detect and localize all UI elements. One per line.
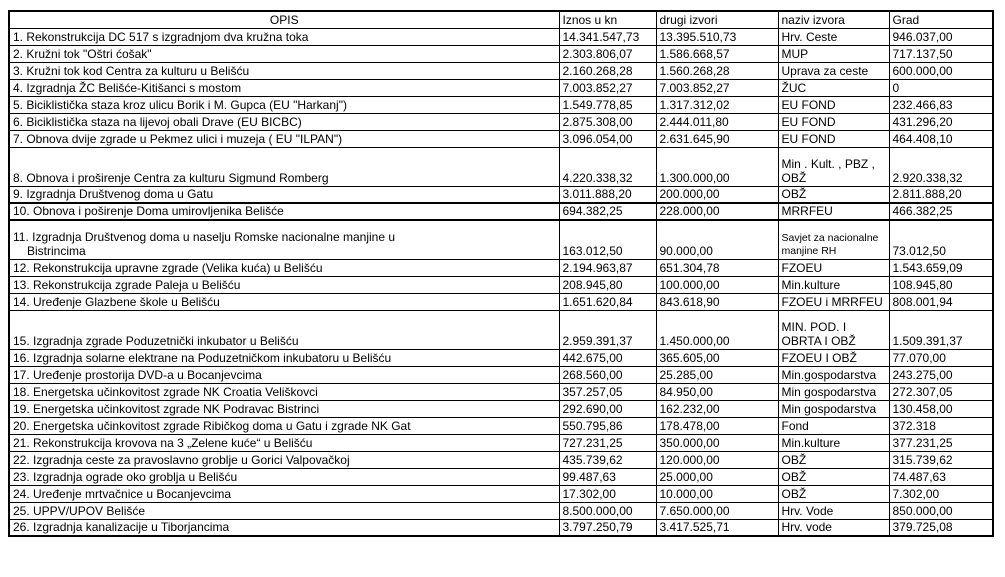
cell-opis: 5. Biciklistička staza kroz ulicu Borik i M. Gupca (EU "Harkanj") [9,96,559,113]
cell-grad: 108.945,80 [889,276,993,293]
cell-opis: 24. Uređenje mrtvačnice u Bocanjevcima [9,485,559,502]
cell-iznos: 163.012,50 [559,220,656,259]
cell-drugi: 13.395.510,73 [656,28,778,45]
cell-grad: 232.466,83 [889,96,993,113]
cell-iznos: 2.875.308,00 [559,113,656,130]
cell-grad: 77.070,00 [889,349,993,366]
cell-grad: 431.296,20 [889,113,993,130]
cell-opis: 15. Izgradnja zgrade Poduzetnički inkubator u Belišću [9,310,559,349]
cell-opis: 7. Obnova dvije zgrade u Pekmez ulici i muzeja ( EU "ILPAN") [9,130,559,147]
table-row [9,28,993,45]
cell-naziv: Hrv. Ceste [778,28,889,45]
cell-opis: 18. Energetska učinkovitost zgrade NK Croatia Veliškovci [9,383,559,400]
cell-drugi: 84.950,00 [656,383,778,400]
table-row [9,310,993,349]
table-row [9,434,993,451]
table-row [9,186,993,203]
cell-opis: 3. Kružni tok kod Centra za kulturu u Belišću [9,62,559,79]
table-row [9,502,993,519]
cell-drugi: 200.000,00 [656,186,778,203]
cell-grad: 130.458,00 [889,400,993,417]
cell-naziv: Min gospodarstva [778,400,889,417]
cell-iznos: 357.257,05 [559,383,656,400]
cell-opis: 2. Kružni tok "Oštri ćošak" [9,45,559,62]
cell-naziv: FZOEU I OBŽ [778,349,889,366]
cell-grad: 315.739,62 [889,451,993,468]
cell-naziv: OBŽ [778,451,889,468]
table-row [9,220,993,259]
table-row [9,485,993,502]
table-row [9,96,993,113]
cell-naziv: MIN. POD. I OBRTA I OBŽ [778,310,889,349]
cell-grad: 73.012,50 [889,220,993,259]
cell-opis: 9. Izgradnja Društvenog doma u Gatu [9,186,559,203]
cell-grad: 2.811.888,20 [889,186,993,203]
cell-naziv: FZOEU i MRRFEU [778,293,889,310]
cell-iznos: 727.231,25 [559,434,656,451]
column-header-grad: Grad [889,11,993,28]
cell-drugi: 162.232,00 [656,400,778,417]
cell-drugi: 2.444.011,80 [656,113,778,130]
table-body [9,28,993,536]
cell-drugi: 178.478,00 [656,417,778,434]
cell-iznos: 442.675,00 [559,349,656,366]
cell-naziv: Fond [778,417,889,434]
cell-opis: 19. Energetska učinkovitost zgrade NK Podravac Bistrinci [9,400,559,417]
cell-drugi: 1.300.000,00 [656,147,778,186]
cell-iznos: 435.739,62 [559,451,656,468]
cell-naziv: EU FOND [778,96,889,113]
table-row [9,400,993,417]
cell-iznos: 8.500.000,00 [559,502,656,519]
cell-drugi: 651.304,78 [656,259,778,276]
cell-opis: 1. Rekonstrukcija DC 517 s izgradnjom dva kružna toka [9,28,559,45]
cell-iznos: 208.945,80 [559,276,656,293]
cell-naziv: EU FOND [778,130,889,147]
cell-drugi: 7.650.000,00 [656,502,778,519]
cell-naziv: ŽUC [778,79,889,96]
cell-iznos: 694.382,25 [559,203,656,220]
cell-opis: 14. Uređenje Glazbene škole u Belišću [9,293,559,310]
table-row [9,62,993,79]
cell-opis: 17. Uređenje prostorija DVD-a u Bocanjevcima [9,366,559,383]
cell-naziv: Min.gospodarstva [778,366,889,383]
cell-opis: 16. Izgradnja solarne elektrane na Poduzetničkom inkubatoru u Belišću [9,349,559,366]
cell-grad: 7.302,00 [889,485,993,502]
cell-grad: 946.037,00 [889,28,993,45]
projects-table [8,10,994,537]
table-row [9,79,993,96]
table-row [9,130,993,147]
cell-opis: 12. Rekonstrukcija upravne zgrade (Velika kuća) u Belišću [9,259,559,276]
cell-iznos: 3.096.054,00 [559,130,656,147]
cell-iznos: 14.341.547,73 [559,28,656,45]
table-row [9,417,993,434]
table-row [9,113,993,130]
table-row [9,203,993,220]
cell-iznos: 2.160.268,28 [559,62,656,79]
cell-iznos: 292.690,00 [559,400,656,417]
cell-grad: 466.382,25 [889,203,993,220]
cell-iznos: 7.003.852,27 [559,79,656,96]
cell-iznos: 3.797.250,79 [559,519,656,536]
cell-iznos: 2.959.391,37 [559,310,656,349]
cell-naziv: EU FOND [778,113,889,130]
cell-naziv: MRRFEU [778,203,889,220]
cell-grad: 1.509.391,37 [889,310,993,349]
cell-grad: 379.725,08 [889,519,993,536]
cell-iznos: 3.011.888,20 [559,186,656,203]
cell-grad: 74.487,63 [889,468,993,485]
cell-drugi: 228.000,00 [656,203,778,220]
cell-opis: 26. Izgradnja kanalizacije u Tiborjancima [9,519,559,536]
table-row [9,45,993,62]
cell-iznos: 1.549.778,85 [559,96,656,113]
cell-drugi: 25.285,00 [656,366,778,383]
cell-drugi: 1.560.268,28 [656,62,778,79]
cell-naziv: OBŽ [778,186,889,203]
table-row [9,276,993,293]
table-row [9,519,993,536]
cell-grad: 717.137,50 [889,45,993,62]
cell-drugi: 1.586.668,57 [656,45,778,62]
cell-grad: 464.408,10 [889,130,993,147]
cell-opis: 20. Energetska učinkovitost zgrade Ribičkog doma u Gatu i zgrade NK Gat [9,417,559,434]
cell-opis: 23. Izgradnja ograde oko groblja u Belišću [9,468,559,485]
cell-naziv: Min . Kult. , PBZ , OBŽ [778,147,889,186]
cell-drugi: 1.450.000,00 [656,310,778,349]
cell-iznos: 268.560,00 [559,366,656,383]
cell-iznos: 4.220.338,32 [559,147,656,186]
cell-naziv: Hrv. Vode [778,502,889,519]
cell-grad: 808.001,94 [889,293,993,310]
cell-opis: 11. Izgradnja Društvenog doma u naselju Romske nacionalne manjine u Bistrincima [9,220,559,259]
cell-opis: 25. UPPV/UPOV Belišće [9,502,559,519]
table-row [9,468,993,485]
table-row [9,366,993,383]
table-row [9,147,993,186]
cell-drugi: 365.605,00 [656,349,778,366]
cell-naziv: Min.kulture [778,276,889,293]
cell-grad: 850.000,00 [889,502,993,519]
cell-grad: 2.920.338,32 [889,147,993,186]
cell-grad: 0 [889,79,993,96]
table-row [9,451,993,468]
cell-naziv: Min gospodarstva [778,383,889,400]
cell-naziv: FZOEU [778,259,889,276]
cell-naziv: OBŽ [778,485,889,502]
column-header-drugi-izvori: drugi izvori [656,11,778,28]
cell-iznos: 1.651.620,84 [559,293,656,310]
column-header-iznos: Iznos u kn [559,11,656,28]
cell-iznos: 550.795,86 [559,417,656,434]
cell-drugi: 90.000,00 [656,220,778,259]
table-row [9,293,993,310]
cell-opis: 10. Obnova i poširenje Doma umirovljenika Belišće [9,203,559,220]
table-row [9,259,993,276]
cell-opis: 4. Izgradnja ŽC Belišće-Kitišanci s mostom [9,79,559,96]
column-header-opis: OPIS [9,11,559,28]
cell-drugi: 843.618,90 [656,293,778,310]
cell-grad: 377.231,25 [889,434,993,451]
cell-iznos: 99.487,63 [559,468,656,485]
cell-naziv: Uprava za ceste [778,62,889,79]
cell-drugi: 1.317.312,02 [656,96,778,113]
cell-opis: 22. Izgradnja ceste za pravoslavno groblje u Gorici Valpovačkoj [9,451,559,468]
cell-grad: 243.275,00 [889,366,993,383]
cell-drugi: 2.631.645,90 [656,130,778,147]
cell-naziv: OBŽ [778,468,889,485]
cell-drugi: 10.000,00 [656,485,778,502]
cell-iznos: 17.302,00 [559,485,656,502]
cell-naziv: Min.kulture [778,434,889,451]
column-header-naziv-izvora: naziv izvora [778,11,889,28]
cell-naziv: Hrv. vode [778,519,889,536]
cell-opis: 21. Rekonstrukcija krovova na 3 „Zelene kuće“ u Belišću [9,434,559,451]
cell-opis: 8. Obnova i proširenje Centra za kulturu Sigmund Romberg [9,147,559,186]
cell-drugi: 3.417.525,71 [656,519,778,536]
table-row [9,383,993,400]
cell-drugi: 120.000,00 [656,451,778,468]
cell-opis: 6. Biciklistička staza na lijevoj obali Drave (EU BICBC) [9,113,559,130]
cell-naziv: MUP [778,45,889,62]
cell-opis: 13. Rekonstrukcija zgrade Paleja u Belišću [9,276,559,293]
table-row [9,349,993,366]
cell-naziv: Savjet za nacionalne manjine RH [778,220,889,259]
cell-iznos: 2.194.963,87 [559,259,656,276]
cell-grad: 600.000,00 [889,62,993,79]
cell-grad: 372.318 [889,417,993,434]
cell-grad: 272.307,05 [889,383,993,400]
cell-drugi: 100.000,00 [656,276,778,293]
cell-drugi: 25.000,00 [656,468,778,485]
cell-iznos: 2.303.806,07 [559,45,656,62]
cell-drugi: 350.000,00 [656,434,778,451]
header-row [9,11,993,28]
cell-grad: 1.543.659,09 [889,259,993,276]
cell-drugi: 7.003.852,27 [656,79,778,96]
